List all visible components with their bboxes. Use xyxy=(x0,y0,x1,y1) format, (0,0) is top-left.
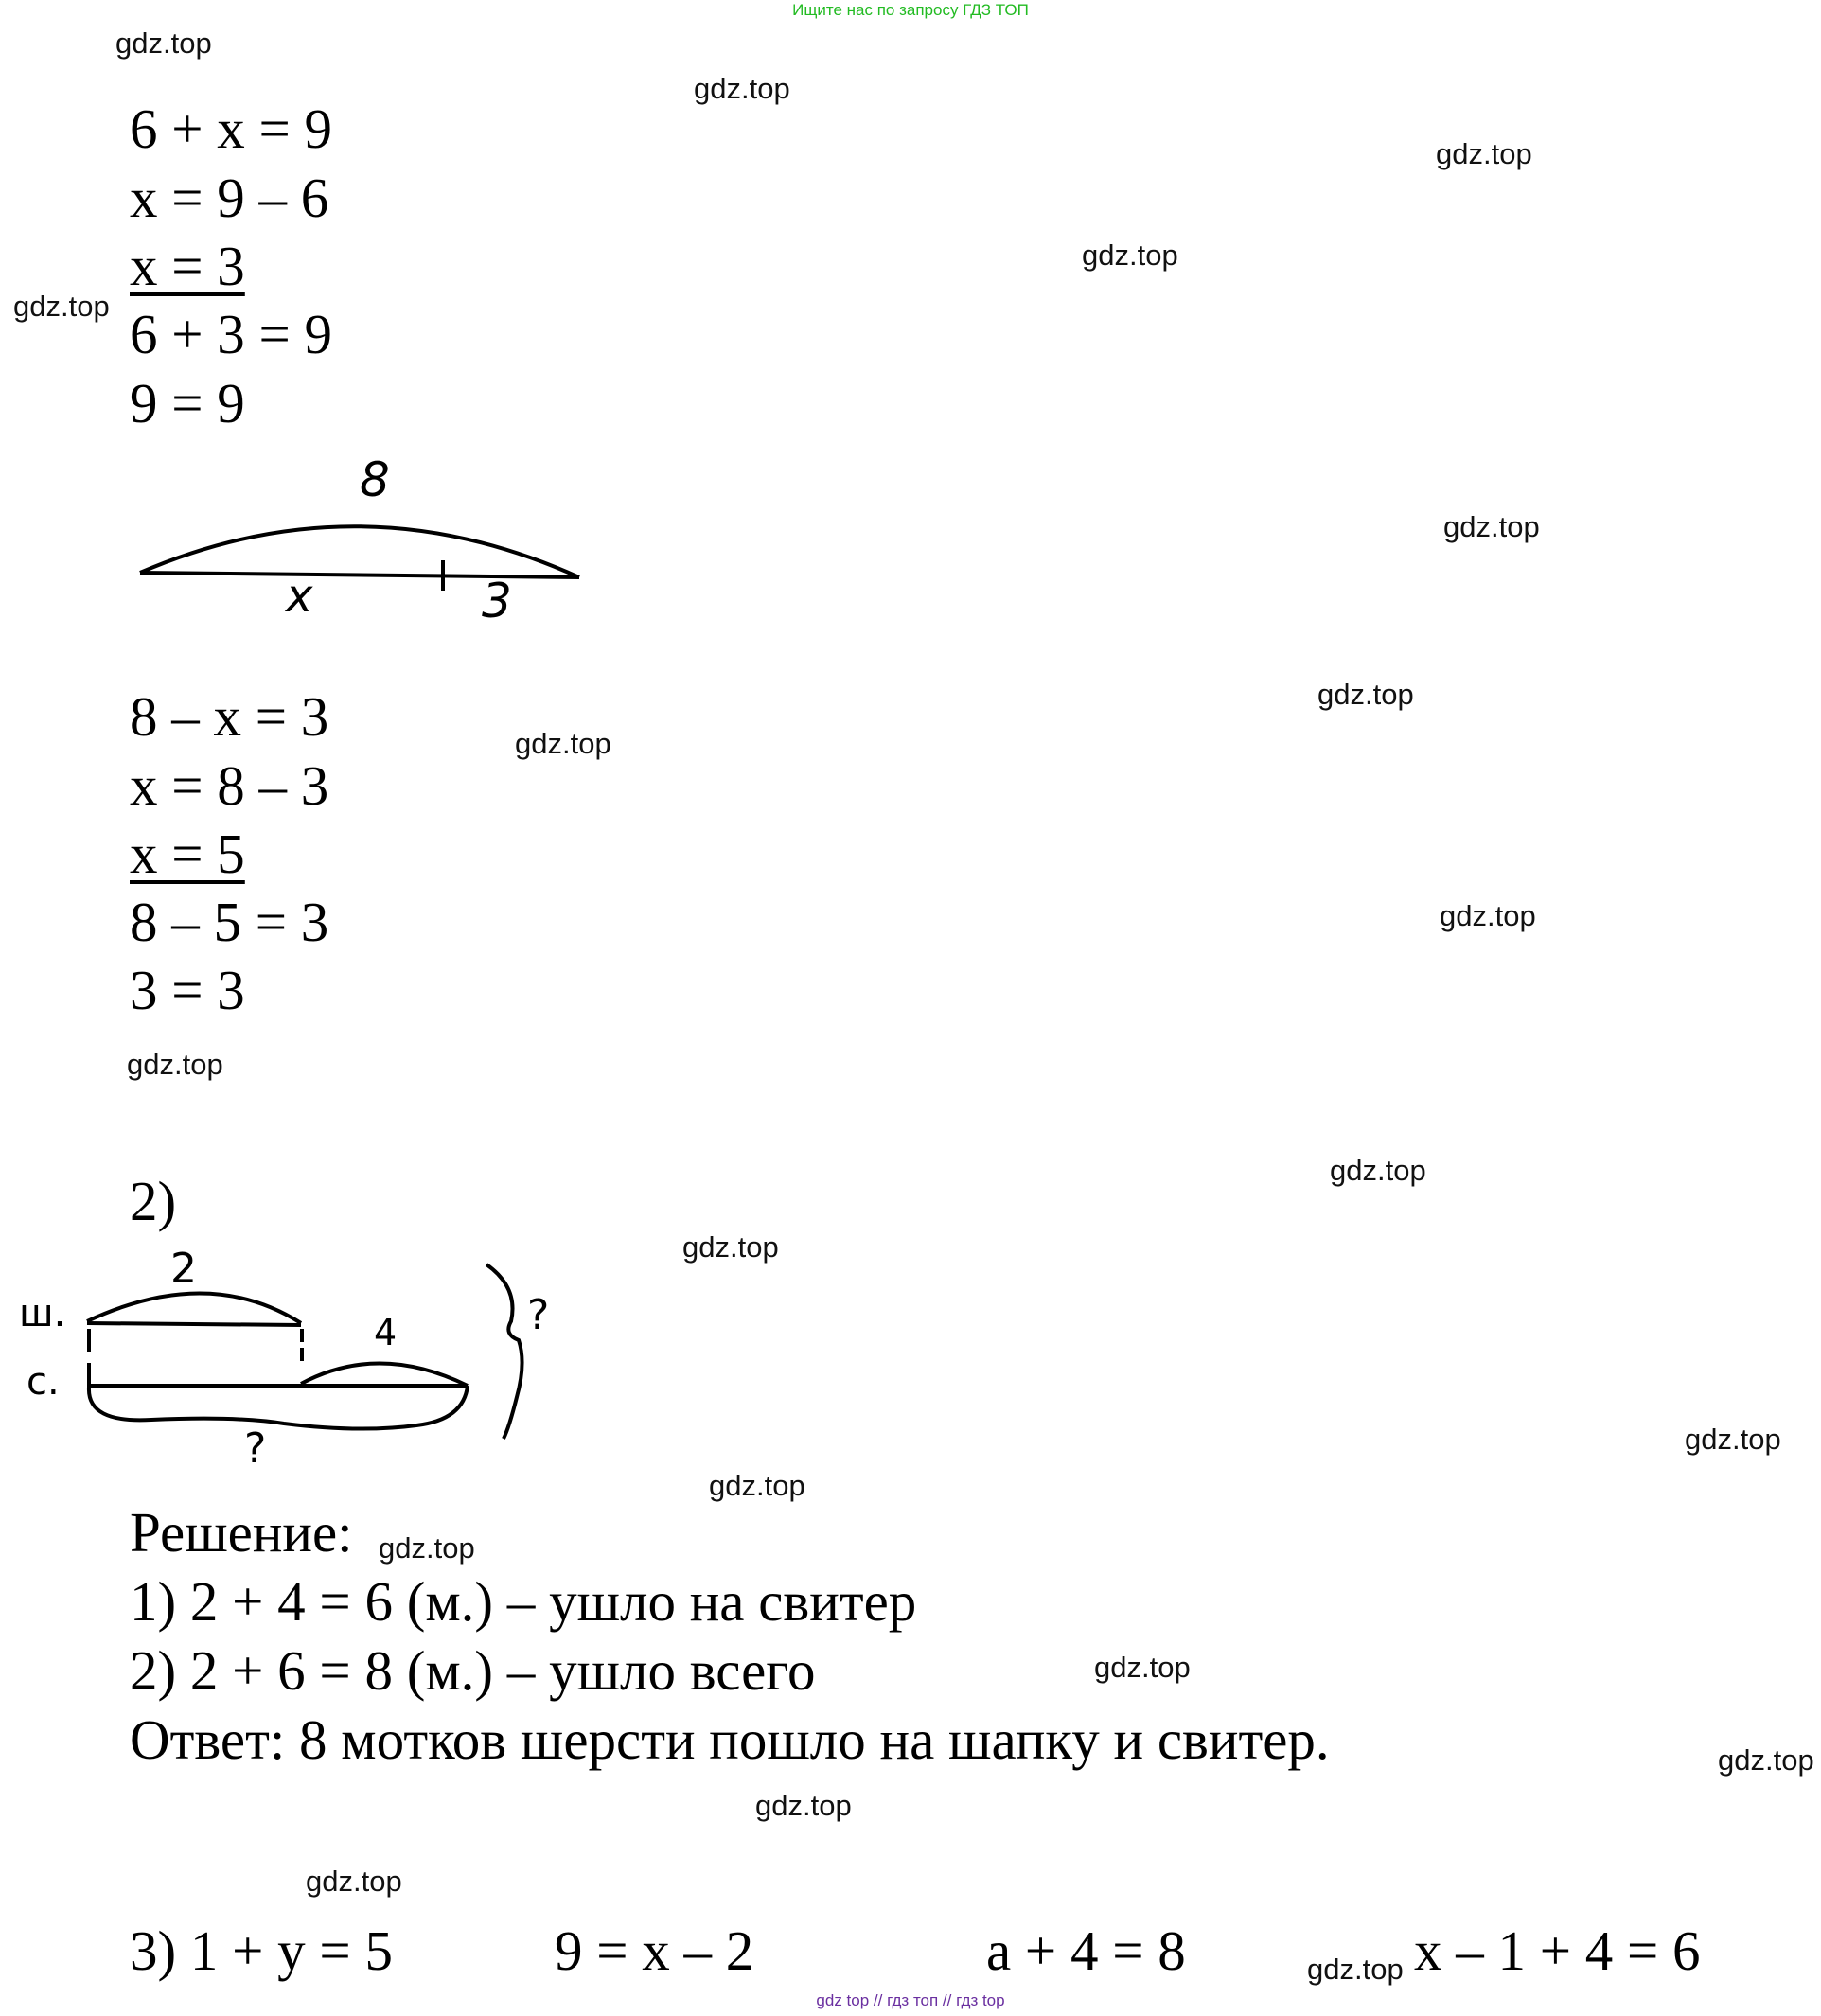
hat-value: 2 xyxy=(170,1245,197,1293)
equation-check: 3 = 3 xyxy=(130,959,245,1021)
watermark: gdz.top xyxy=(1317,678,1414,711)
equation-line: 8 – x = 3 xyxy=(130,685,329,748)
watermark: gdz.top xyxy=(1718,1743,1814,1777)
watermark: gdz.top xyxy=(1440,899,1536,932)
bottom-brace xyxy=(89,1386,468,1429)
equation-item: 9 = x – 2 xyxy=(555,1919,754,1982)
right-brace xyxy=(486,1264,522,1439)
top-arc xyxy=(87,1293,301,1323)
watermark: gdz.top xyxy=(13,290,110,323)
watermark: gdz.top xyxy=(1307,1953,1404,1986)
equation-line: x = 9 – 6 xyxy=(130,167,329,229)
equation-item: 3) 1 + y = 5 xyxy=(130,1919,393,1982)
equation-line: x = 8 – 3 xyxy=(130,754,329,817)
equation-check: 9 = 9 xyxy=(130,372,245,434)
watermark: gdz.top xyxy=(379,1531,475,1565)
watermark: gdz.top xyxy=(515,727,611,760)
watermark: gdz.top xyxy=(709,1469,805,1502)
footer-links[interactable]: gdz top // гдз топ // гдз top xyxy=(816,1991,1005,2009)
watermark: gdz.top xyxy=(1094,1651,1191,1684)
watermark: gdz.top xyxy=(1685,1423,1781,1456)
brace-question: ? xyxy=(527,1291,550,1339)
equation-item: x – 1 + 4 = 6 xyxy=(1414,1919,1701,1982)
watermark: gdz.top xyxy=(1436,137,1532,170)
watermark: gdz.top xyxy=(1330,1154,1426,1187)
equation-item: a + 4 = 8 xyxy=(986,1919,1186,1982)
equation-result: x = 5 xyxy=(130,822,245,885)
part-label-x: x xyxy=(286,570,313,623)
watermark: gdz.top xyxy=(694,72,790,105)
watermark: gdz.top xyxy=(306,1865,402,1898)
solution-heading: Решение: xyxy=(130,1501,353,1564)
watermark: gdz.top xyxy=(115,27,212,60)
watermark: gdz.top xyxy=(1443,510,1540,543)
extra-arc xyxy=(301,1363,468,1386)
equation-line: 6 + x = 9 xyxy=(130,97,333,160)
row1-line xyxy=(87,1323,301,1325)
equation-check: 6 + 3 = 9 xyxy=(130,303,333,365)
watermark: gdz.top xyxy=(682,1230,779,1264)
solution-step: 1) 2 + 4 = 6 (м.) – ушло на свитер xyxy=(130,1570,917,1633)
bottom-question: ? xyxy=(244,1424,267,1473)
whole-label: 8 xyxy=(360,452,390,507)
row-label-hat: ш. xyxy=(19,1292,66,1335)
watermark: gdz.top xyxy=(755,1789,852,1822)
equation-check: 8 – 5 = 3 xyxy=(130,891,329,953)
equation-result: x = 3 xyxy=(130,235,245,297)
solution-step: 2) 2 + 6 = 8 (м.) – ушло всего xyxy=(130,1639,816,1702)
part-label-3: 3 xyxy=(482,574,512,628)
extra-value: 4 xyxy=(374,1312,398,1353)
answer-line: Ответ: 8 мотков шерсти пошло на шапку и свитер. xyxy=(130,1708,1330,1771)
watermark: gdz.top xyxy=(127,1048,223,1081)
task-number: 2) xyxy=(130,1170,177,1232)
row-label-sweater: с. xyxy=(27,1360,60,1404)
watermark: gdz.top xyxy=(1082,239,1178,272)
search-banner: Ищите нас по запросу ГДЗ ТОП xyxy=(792,1,1029,19)
